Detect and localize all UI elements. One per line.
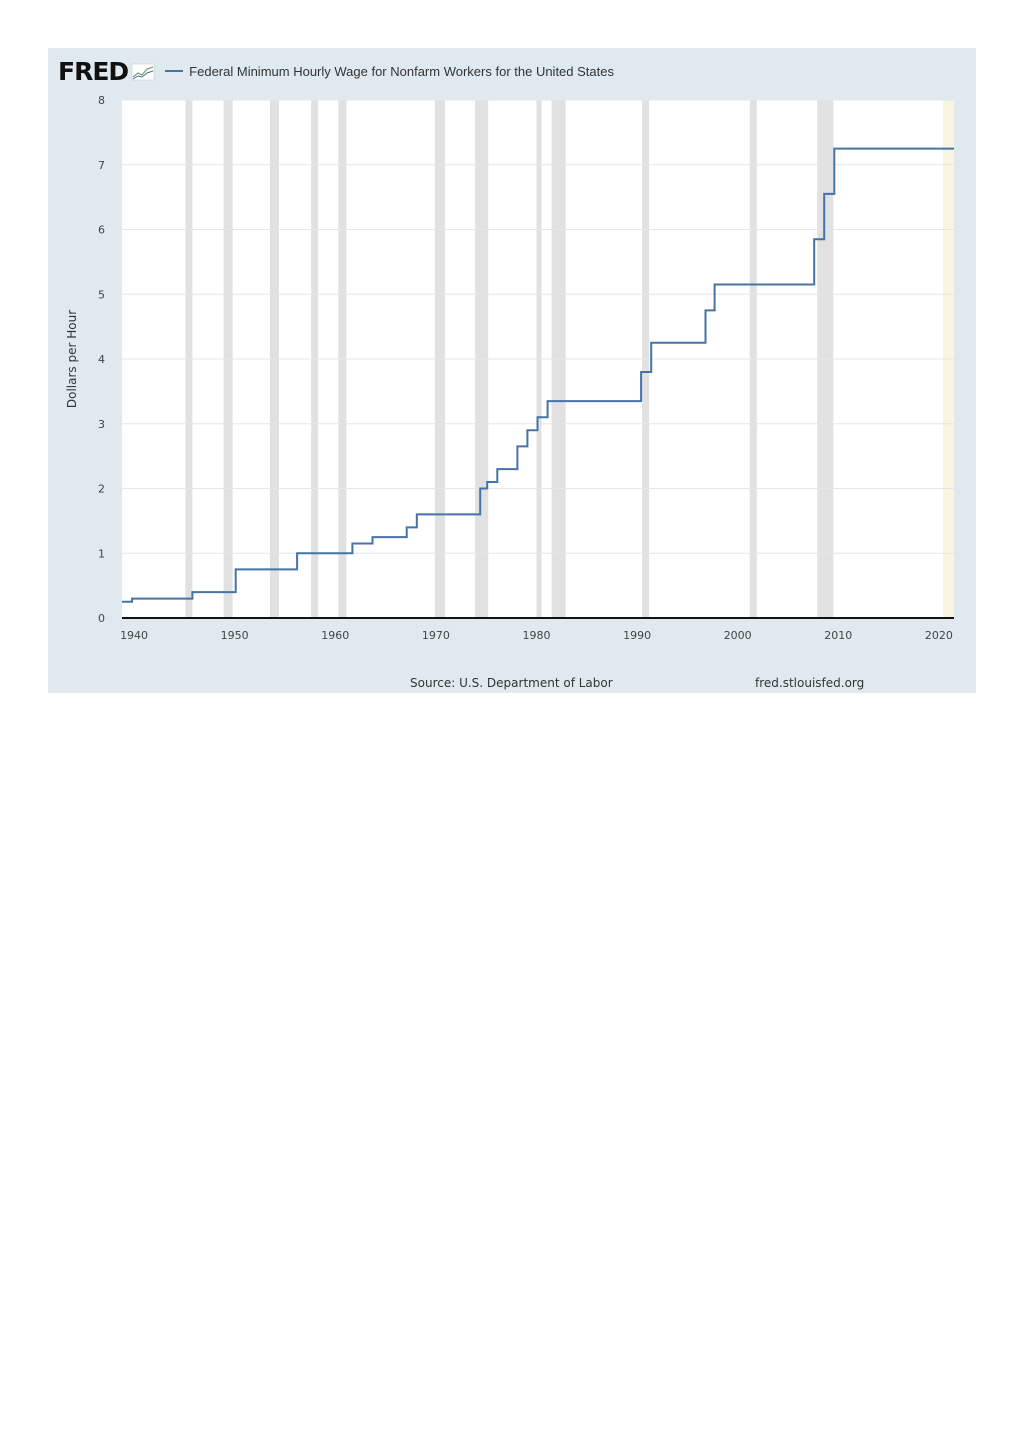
y-tick-label: 4 [98, 353, 105, 366]
legend-label: Federal Minimum Hourly Wage for Nonfarm Workers for the United States [189, 63, 614, 79]
x-tick-label: 1950 [220, 629, 249, 642]
y-tick-label: 3 [98, 417, 105, 431]
chart-svg [48, 48, 976, 693]
y-tick-label: 7 [98, 158, 105, 172]
chart-panel [48, 48, 976, 693]
y-tick-label: 5 [98, 288, 105, 302]
x-tick-label: 1960 [321, 629, 350, 642]
x-tick-label: 2010 [824, 629, 853, 642]
y-tick-label: 1 [98, 547, 105, 561]
y-axis-label: Dollars per Hour [65, 309, 79, 409]
x-tick-label: 1970 [421, 629, 450, 642]
x-tick-label: 1940 [120, 629, 149, 642]
site-url[interactable]: fred.stlouisfed.org [755, 676, 865, 690]
fred-logo: FRED [58, 56, 129, 86]
x-tick-label: 1980 [522, 629, 551, 642]
source-text: Source: U.S. Department of Labor [410, 676, 613, 690]
y-tick-label: 0 [98, 612, 105, 625]
x-tick-label: 2020 [924, 629, 953, 642]
y-tick-label: 2 [98, 482, 105, 496]
x-tick-label: 1990 [623, 629, 652, 642]
y-tick-label: 8 [98, 94, 105, 107]
x-tick-label: 2000 [723, 629, 752, 642]
y-tick-label: 6 [98, 223, 105, 237]
